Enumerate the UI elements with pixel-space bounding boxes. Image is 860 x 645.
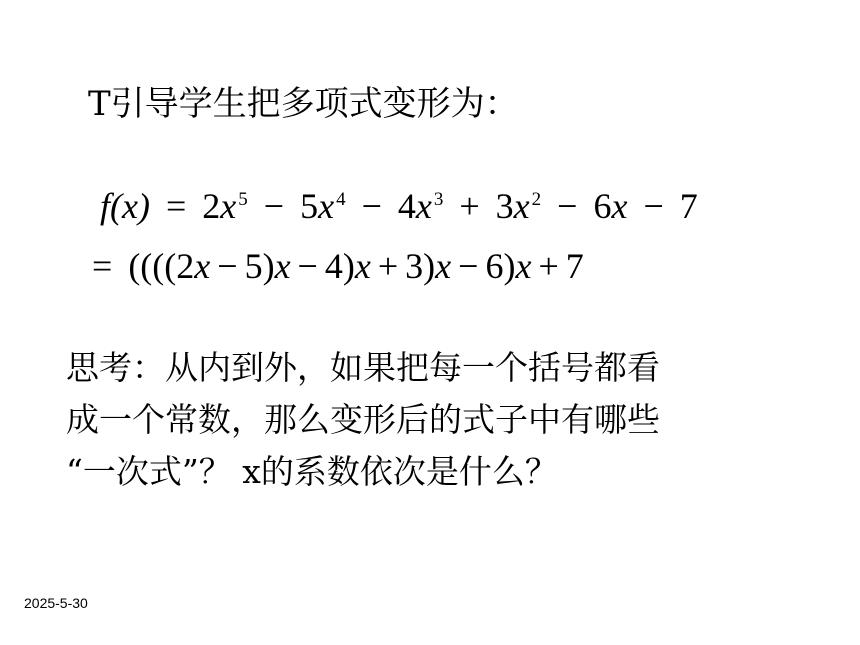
nested-part-1: 2x − 5) — [176, 246, 275, 286]
slide-heading: T引导学生把多项式变形为： — [88, 84, 519, 124]
nested-part-5: x + 7 — [515, 246, 584, 286]
operator: − — [263, 186, 285, 226]
operator: − — [643, 186, 664, 226]
question-line: “一次式”？ x的系数依次是什么？ — [66, 452, 558, 491]
nested-part-2: x − 4) — [274, 246, 355, 286]
operator: − — [557, 186, 578, 226]
nested-part-4: x − 6) — [435, 246, 516, 286]
operator: + — [459, 186, 480, 226]
nested-part-3: x + 3) — [354, 246, 436, 286]
formula-line-1 — [100, 184, 698, 228]
term-2: 5x $^4$ — [300, 186, 346, 226]
formula-lhs: f(x) — [100, 186, 150, 226]
question-text — [66, 342, 786, 498]
question-line: 思考：从内到外，如果把每一个括号都看 — [66, 348, 660, 387]
slide-date: 2025-5-30 — [24, 595, 88, 611]
formula-line-2 — [92, 244, 584, 288]
term-4: 3x $^2$ — [495, 186, 542, 226]
open-parens: (((( — [128, 246, 177, 286]
question-line: 成一个常数，那么变形后的式子中有哪些 — [66, 400, 660, 439]
term-6: 7 — [679, 186, 698, 226]
term-5: 6x — [593, 186, 628, 226]
equals-sign: = — [165, 186, 187, 226]
equals-sign: = — [92, 246, 113, 286]
operator: − — [361, 186, 382, 226]
term-3: 4x $^3$ — [397, 186, 444, 226]
term-1: 2x $^5$ — [202, 186, 248, 226]
